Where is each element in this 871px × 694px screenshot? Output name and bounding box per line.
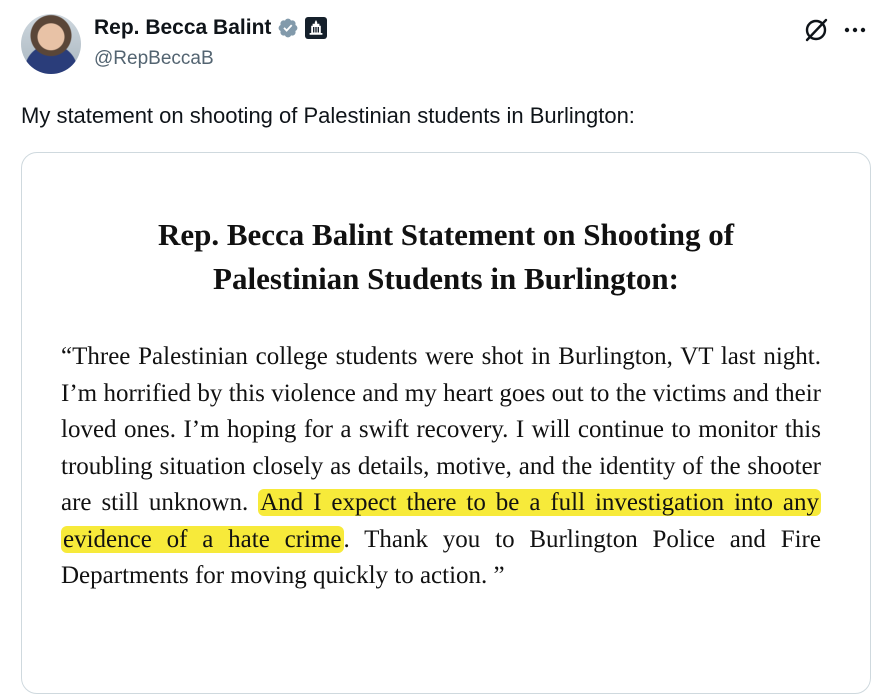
- attached-image-card[interactable]: [21, 152, 871, 694]
- avatar[interactable]: [21, 14, 81, 74]
- author-handle[interactable]: @RepBeccaB: [94, 48, 214, 69]
- statement-body: [61, 339, 821, 595]
- government-building-icon: [305, 17, 327, 39]
- statement-title-line1: Rep. Becca Balint Statement on Shooting of: [157, 217, 735, 252]
- statement-body-text: “Three Palestinian college students were shot in Burlington, VT last night. I’m horrified by this violence and my heart goes out to the victims and their loved ones. I’m hoping for a swift recovery. I will continue to monitor this troubling situation closely as details, motive, and the identity of the shooter are still unknown.: [61, 343, 821, 516]
- grok-icon[interactable]: [803, 17, 829, 43]
- more-icon[interactable]: [842, 24, 868, 36]
- author-name-row: [94, 14, 327, 42]
- author-name[interactable]: Rep. Becca Balint: [94, 16, 272, 39]
- verified-badge-icon[interactable]: [277, 17, 299, 39]
- statement-title-line2: Palestinian Students in Burlington:: [213, 261, 679, 296]
- tweet-text: My statement on shooting of Palestinian students in Burlington:: [21, 103, 635, 128]
- statement-title: [22, 213, 870, 301]
- statement-body-tail: . Thank you to Burlington Police and Fire Departments for moving quickly to action. ”: [61, 525, 821, 589]
- highlighted-passage: And I expect there to be a full investigation into any evidence of a hate crime: [63, 489, 819, 553]
